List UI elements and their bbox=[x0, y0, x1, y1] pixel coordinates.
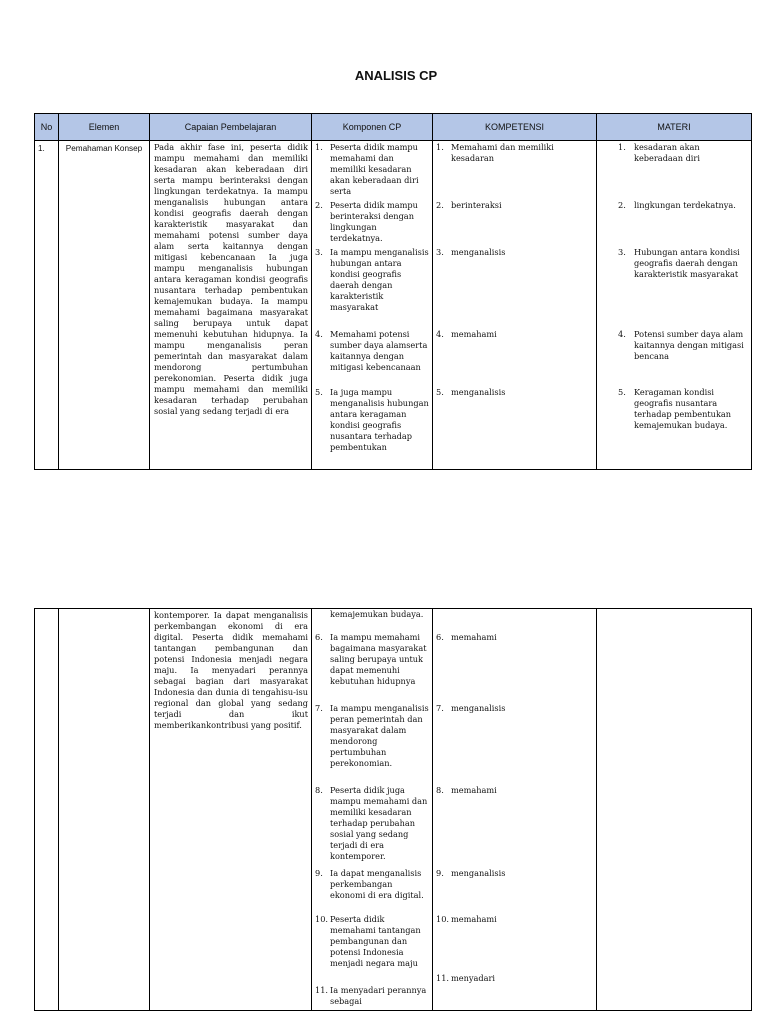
document-title: ANALISIS CP bbox=[354, 68, 438, 83]
list-item: 6. memahami bbox=[436, 632, 497, 642]
list-item: 3. Hubungan antara kondisi geografis daerah dengan karakteristik masyarakat bbox=[618, 247, 740, 279]
list-item: 1. Peserta didik mampu memahami dan memiliki kesadaran akan keberadaan diri serta bbox=[315, 142, 419, 196]
list-item: 2. lingkungan terdekatnya. bbox=[618, 200, 736, 210]
list-item: 2. berinteraksi bbox=[436, 200, 502, 210]
header-materi: MATERI bbox=[597, 114, 752, 141]
list-item: 9. menganalisis bbox=[436, 868, 506, 878]
analysis-table-page-2 bbox=[34, 608, 752, 1011]
table-row bbox=[35, 141, 752, 470]
table-row bbox=[35, 609, 752, 1011]
list-item: 10. Peserta didik memahami tantangan pembangunan dan potensi Indonesia menjadi negara maju bbox=[315, 914, 421, 968]
list-item: 1. Memahami dan memiliki kesadaran bbox=[436, 142, 554, 163]
elemen-cell: Pemahaman Konsep bbox=[65, 144, 143, 153]
header-no: No bbox=[35, 114, 59, 141]
komponen-list-continued bbox=[312, 609, 432, 1010]
list-item: 7. Ia mampu menganalisis peran pemerintah dan masyarakat dalam mendorong pertumbuhan perekonomian. bbox=[315, 703, 429, 768]
list-item: 1. kesadaran akan keberadaan diri bbox=[618, 142, 700, 163]
list-item: 9. Ia dapat menganalisis perkembangan ekonomi di era digital. bbox=[315, 868, 424, 900]
list-item: 6. Ia mampu memahami bagaimana masyarakat saling berupaya untuk dapat memenuhi kebutuhan hidupnya bbox=[315, 632, 427, 686]
list-item: 2. Peserta didik mampu berinteraksi dengan lingkungan terdekatnya. bbox=[315, 200, 418, 243]
row-number: 1. bbox=[38, 144, 45, 153]
list-item: 3. Ia mampu menganalisis hubungan antara kondisi geografis daerah dengan karakteristik masyarakat bbox=[315, 247, 429, 312]
list-item: 5. menganalisis bbox=[436, 387, 506, 397]
list-item: 8. memahami bbox=[436, 785, 497, 795]
list-item: 5. Keragaman kondisi geografis nusantara terhadap pembentukan kemajemukan budaya. bbox=[618, 387, 732, 430]
capaian-text: Pada akhir fase ini, peserta didik mampu memahami dan memiliki kesadaran akan keberadaan diri serta mampu berinteraksi dengan lingkungan terdekatnya. Ia mampu menganalisis hubungan antara kondisi geografis daerah dengan karakteristik masyarakat dan memahami potensi sumber daya alam serta kaitannya dengan mitigasi kebencanaan Ia juga mampu menganalisis hubungan antara keragaman kondisi geografis nusantara terhadap pembentukan kemajemukan budaya. Ia mampu memahami bagaimana masyarakat saling berupaya untuk dapat memenuhi kebutuhan hidupnya. Ia mampu menganalisis peran pemerintah dan masyarakat dalam mendorong pertumbuhan perekonomian. Peserta didik juga mampu memahami dan memiliki kesadaran terhadap perubahan sosial yang sedang terjadi di era bbox=[154, 142, 308, 416]
list-item: 3. menganalisis bbox=[436, 247, 506, 257]
list-item: 11. Ia menyadari perannya sebagai bbox=[315, 985, 427, 1006]
table-header-row bbox=[35, 114, 752, 141]
list-item: 4. Memahami potensi sumber daya alamserta kaitannya dengan mitigasi kebencanaan bbox=[315, 329, 428, 372]
kompetensi-list bbox=[433, 141, 596, 469]
list-item: 7. menganalisis bbox=[436, 703, 506, 713]
list-item: 5. Ia juga mampu menganalisis hubungan antara keragaman kondisi geografis nusantara terhadap pembentukan bbox=[315, 387, 429, 452]
list-item: 4. memahami bbox=[436, 329, 497, 339]
materi-list bbox=[597, 141, 751, 469]
list-item: 4. Potensi sumber daya alam kaitannya dengan mitigasi bencana bbox=[618, 329, 744, 361]
header-kompetensi: KOMPETENSI bbox=[433, 114, 597, 141]
list-item: 8. Peserta didik juga mampu memahami dan memiliki kesadaran terhadap perubahan sosial yang sedang terjadi di era kontemporer. bbox=[315, 785, 428, 861]
capaian-text-continued: kontemporer. Ia dapat menganalisis perkembangan ekonomi di era digital. Peserta didik memahami tantangan pembangunan dan potensi Indonesia menjadi negara maju. Ia menyadari perannya sebagai bagian dari masyarakat Indonesia dan dunia di tengahisu-isu regional dan global yang sedang terjadi dan ikut memberikankontribusi yang positif. bbox=[154, 610, 308, 730]
header-komponen: Komponen CP bbox=[312, 114, 433, 141]
komponen-list bbox=[312, 141, 432, 469]
kompetensi-list-continued bbox=[433, 609, 596, 1010]
list-item: 10. memahami bbox=[436, 914, 497, 924]
list-item: 11. menyadari bbox=[436, 973, 496, 983]
header-elemen: Elemen bbox=[59, 114, 150, 141]
list-item: kemajemukan budaya. bbox=[330, 609, 424, 619]
header-capaian: Capaian Pembelajaran bbox=[150, 114, 312, 141]
analysis-table-page-1 bbox=[34, 113, 752, 470]
